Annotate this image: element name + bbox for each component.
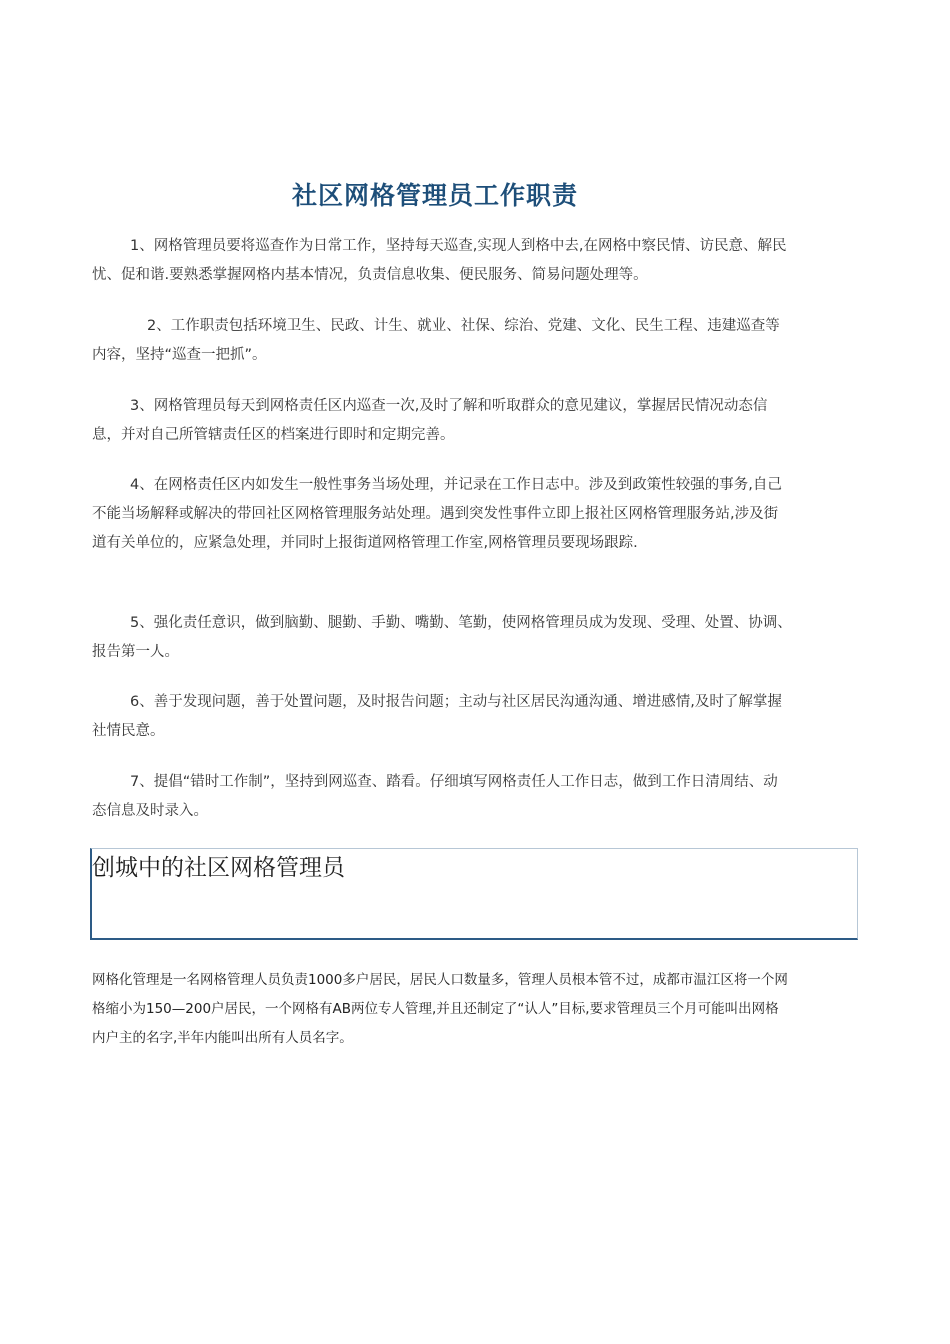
duty-item-2 bbox=[92, 312, 792, 370]
duty-item-3 bbox=[92, 392, 792, 450]
duty-item-4-text: 4、在网格责任区内如发生一般性事务当场处理，并记录在工作日志中。涉及到政策性较强的事务,自己不能当场解释或解决的带回社区网格管理服务站处理。遇到突发性事件立即上报社区网格管理服务站,涉及街道有关单位的，应紧急处理，并同时上报街道网格管理工作室,网格管理员要现场跟踪. bbox=[92, 477, 782, 551]
section-heading-box bbox=[90, 848, 858, 940]
section-heading bbox=[92, 851, 345, 884]
section-heading-part1: 创城中的 bbox=[92, 854, 184, 880]
duty-item-4 bbox=[92, 471, 792, 558]
duty-item-2-text: 2、工作职责包括环境卫生、民政、计生、就业、社保、综治、党建、文化、民生工程、违建巡查等内容，坚持“巡查一把抓”。 bbox=[92, 318, 780, 363]
duty-item-1-text: 1、网格管理员要将巡查作为日常工作，坚持每天巡查,实现人到格中去,在网格中察民情、访民意、解民忧、促和谐.要熟悉掌握网格内基本情况，负责信息收集、便民服务、简易问题处理等。 bbox=[92, 238, 787, 283]
section-heading-part2: 社区网格管理员 bbox=[184, 855, 345, 881]
duty-item-7-text: 7、提倡“错时工作制”，坚持到网巡查、踏看。仔细填写网格责任人工作日志，做到工作日清周结、动态信息及时录入。 bbox=[92, 774, 778, 819]
duty-item-5 bbox=[92, 609, 792, 667]
section-body-text: 网格化管理是一名网格管理人员负责1000多户居民，居民人口数量多，管理人员根本管不过，成都市温江区将一个网格缩小为150—200户居民，一个网格有AB两位专人管理,并且还制定了“认人”目标,要求管理员三个月可能叫出网格内户主的名字,半年内能叫出所有人员名字。 bbox=[92, 972, 788, 1046]
duty-item-7 bbox=[92, 768, 792, 826]
document-title: 社区网格管理员工作职责 bbox=[291, 181, 578, 210]
duty-item-5-text: 5、强化责任意识，做到脑勤、腿勤、手勤、嘴勤、笔勤，使网格管理员成为发现、受理、处置、协调、报告第一人。 bbox=[92, 615, 792, 660]
duty-item-6 bbox=[92, 688, 792, 746]
duty-item-3-text: 3、网格管理员每天到网格责任区内巡查一次,及时了解和听取群众的意见建议，掌握居民情况动态信息，并对自己所管辖责任区的档案进行即时和定期完善。 bbox=[92, 398, 768, 443]
duty-item-6-text: 6、善于发现问题，善于处置问题，及时报告问题；主动与社区居民沟通沟通、增进感情,及时了解掌握社情民意。 bbox=[92, 694, 782, 739]
duty-item-1 bbox=[92, 232, 792, 290]
